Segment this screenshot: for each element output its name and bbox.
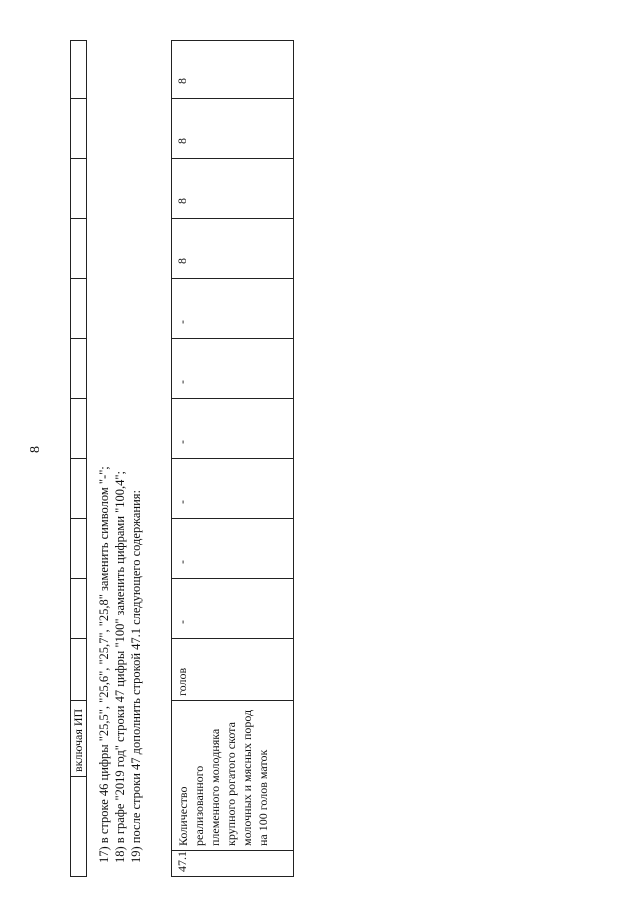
value-text: -	[175, 320, 189, 324]
value-cell	[172, 99, 294, 159]
value-cell	[172, 339, 294, 399]
instruction-line: 18) в графе "2019 год" строки 47 цифры "100" заменить цифрами "100,4";	[113, 471, 127, 863]
value-cell	[172, 399, 294, 459]
value-cell	[172, 219, 294, 279]
value-cell	[172, 279, 294, 339]
row-unit-cell: голов	[172, 639, 294, 701]
value-text: 8	[175, 78, 189, 84]
value-text: 8	[175, 138, 189, 144]
instruction-line: 17) в строке 46 цифры "25,5", "25,6", "25,7", "25,8" заменить символом "-";	[97, 466, 111, 863]
header-strip-label: включая ИП	[71, 701, 87, 777]
value-text: -	[175, 620, 189, 624]
value-cell	[172, 159, 294, 219]
table-row	[172, 41, 294, 877]
page-number: 8	[28, 446, 43, 453]
value-cell	[172, 41, 294, 99]
row-47-1-table	[171, 40, 294, 877]
value-text: -	[175, 440, 189, 444]
value-cell	[172, 579, 294, 639]
value-text: 8	[175, 258, 189, 264]
instructions-block	[96, 43, 144, 863]
value-text: -	[175, 380, 189, 384]
row-number-cell: 47.1	[172, 851, 294, 877]
row-name-cell: Количество реализованного племенного молодняка крупного рогатого скота молочных и мясных пород на 100 голов маток	[172, 701, 294, 851]
header-strip-table	[70, 40, 87, 877]
value-text: 8	[175, 198, 189, 204]
value-cell	[172, 519, 294, 579]
value-text: -	[175, 560, 189, 564]
value-text: -	[175, 500, 189, 504]
value-cell	[172, 459, 294, 519]
instruction-line: 19) после строки 47 дополнить строкой 47.1 следующего содержания:	[129, 490, 143, 863]
